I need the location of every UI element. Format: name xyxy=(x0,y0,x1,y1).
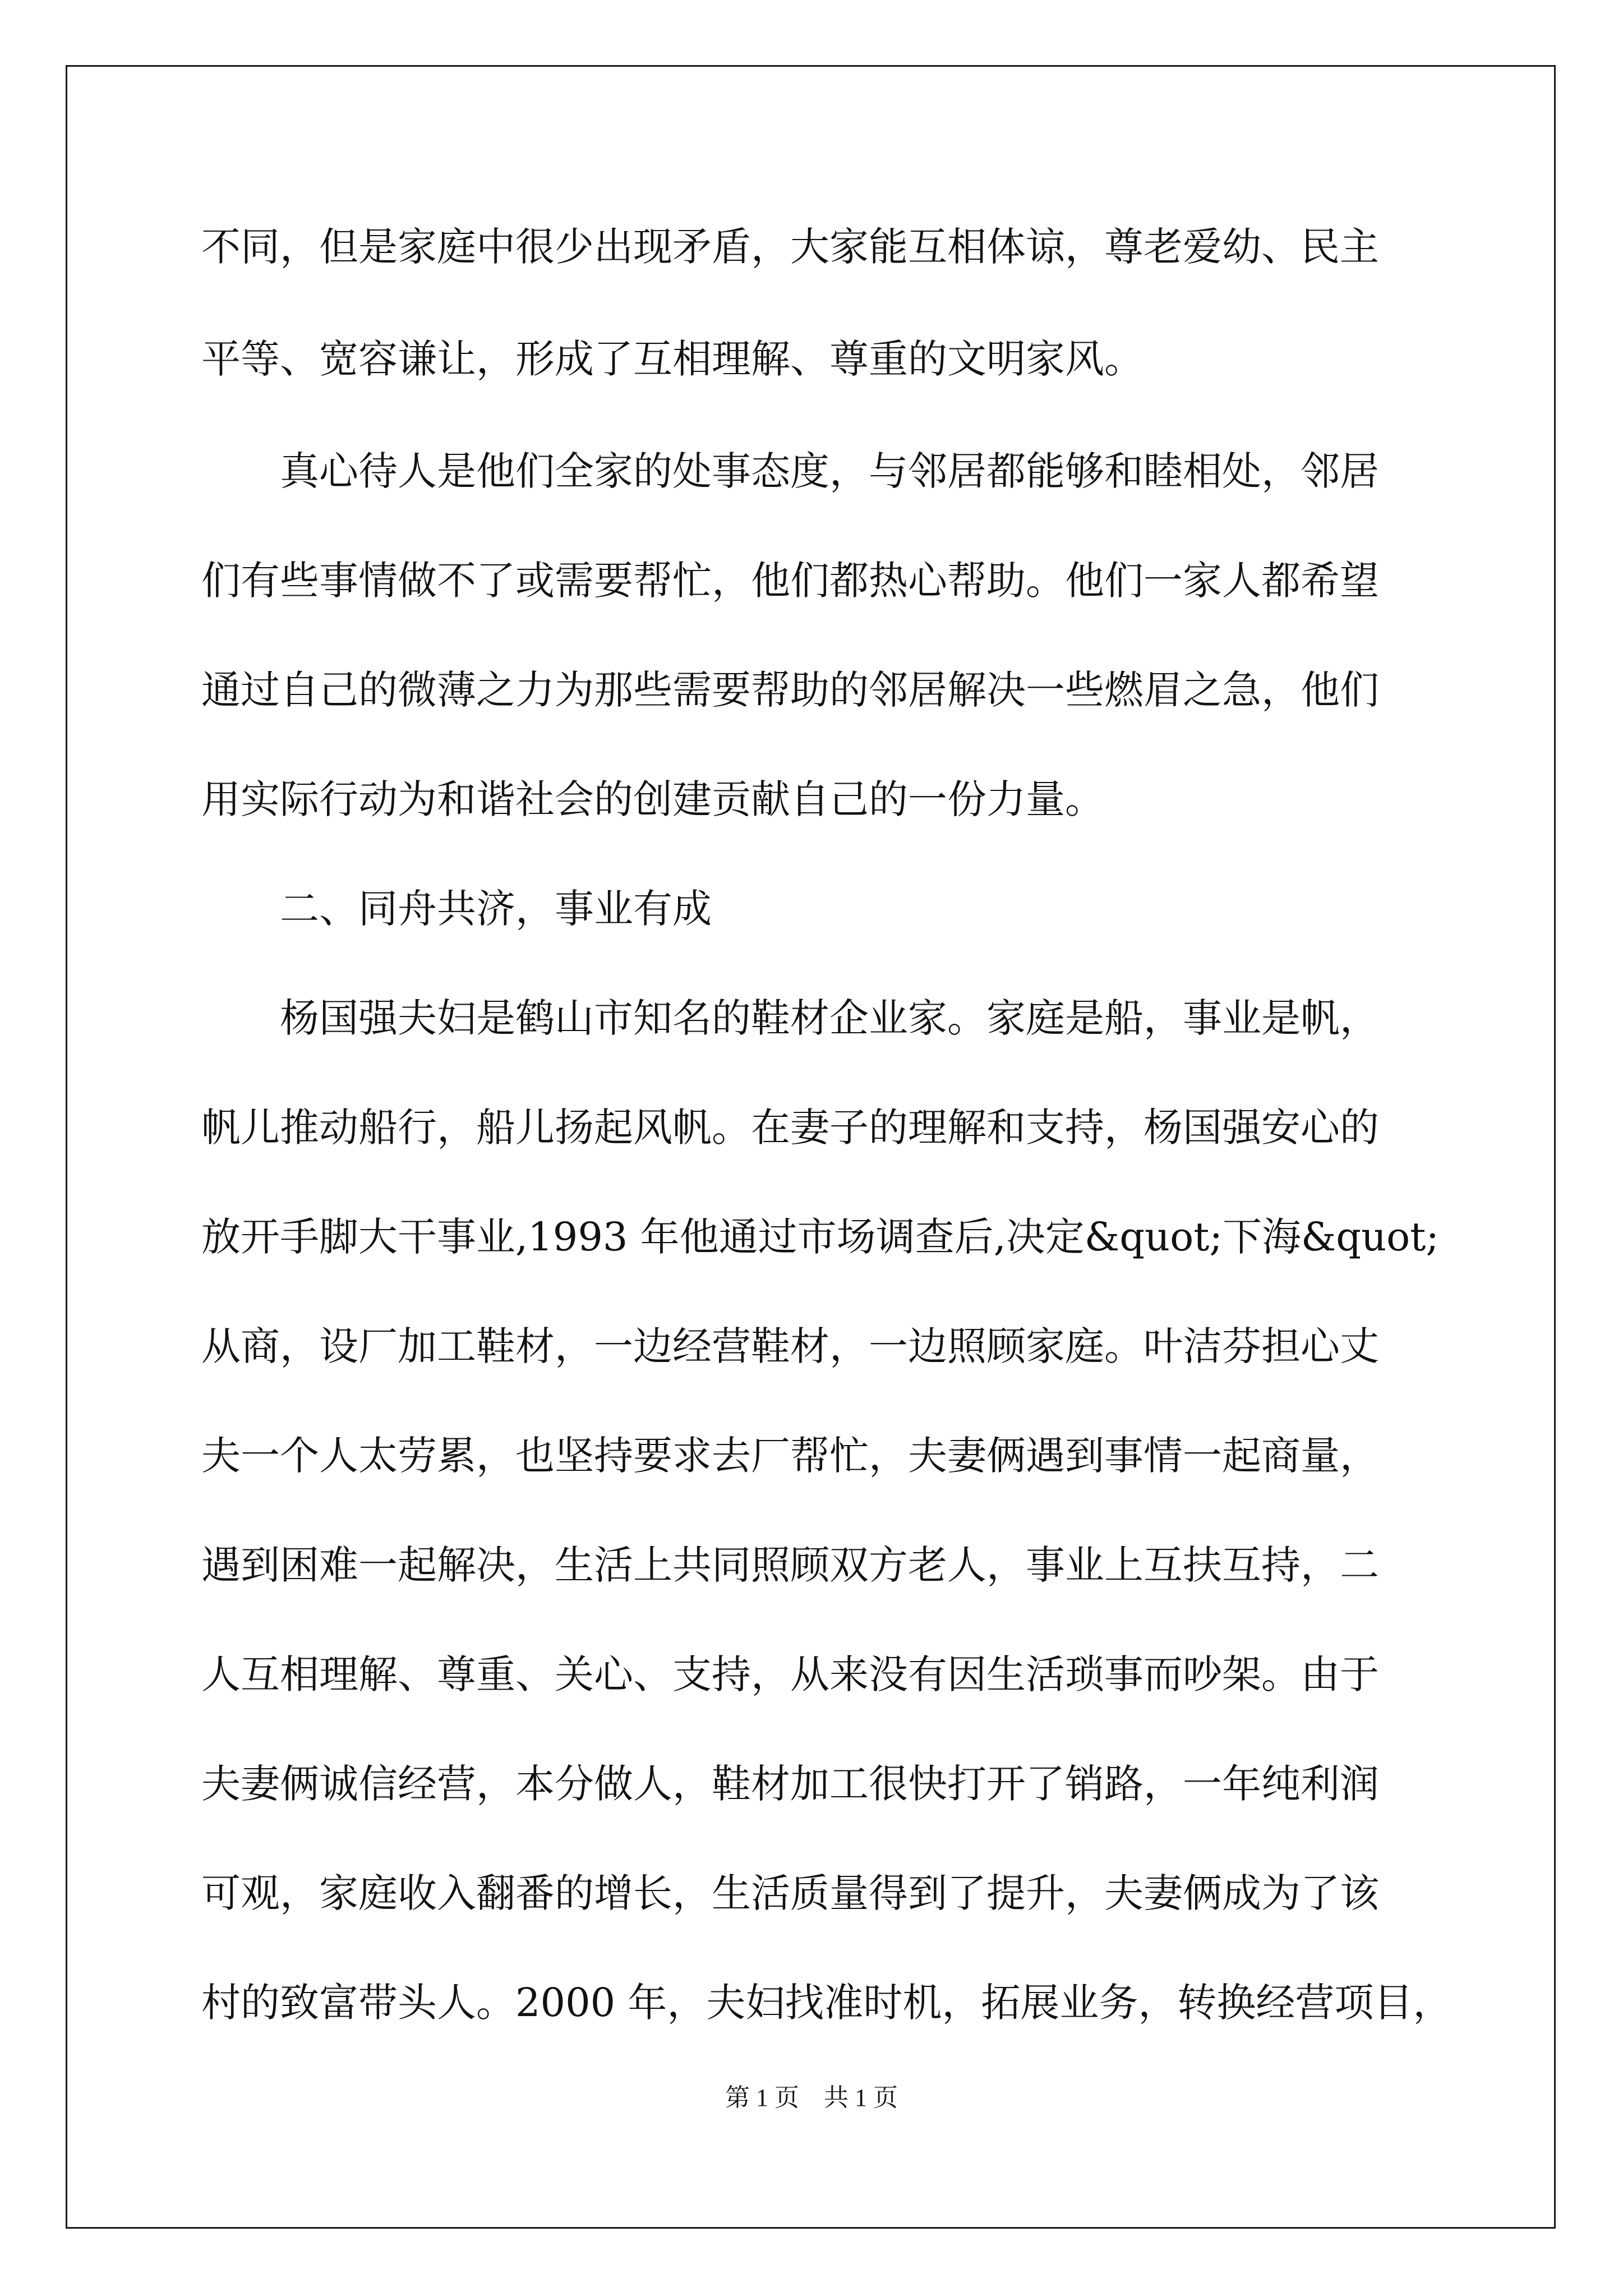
section-heading: 二、同舟共济，事业有成 xyxy=(201,886,712,932)
paragraph-line: 夫一个人太劳累，也坚持要求去厂帮忙，夫妻俩遇到事情一起商量， xyxy=(201,1433,1379,1479)
paragraph-line: 夫妻俩诚信经营，本分做人，鞋材加工很快打开了销路，一年纯利润 xyxy=(201,1761,1379,1807)
paragraph-line: 真心待人是他们全家的处事态度，与邻居都能够和睦相处，邻居 xyxy=(201,448,1379,494)
page-number-footer: 第 1 页 共 1 页 xyxy=(725,2084,898,2111)
paragraph-line: 平等、宽容谦让，形成了互相理解、尊重的文明家风。 xyxy=(201,336,1144,382)
paragraph-line: 用实际行动为和谐社会的创建贡献自己的一份力量。 xyxy=(201,776,1104,822)
paragraph-line: 从商，设厂加工鞋材，一边经营鞋材，一边照顾家庭。叶洁芬担心丈 xyxy=(201,1323,1379,1369)
paragraph-line: 遇到困难一起解决，生活上共同照顾双方老人，事业上互扶互持，二 xyxy=(201,1542,1379,1588)
paragraph-line: 通过自己的微薄之力为那些需要帮助的邻居解决一些燃眉之急，他们 xyxy=(201,667,1379,713)
paragraph-line: 可观，家庭收入翻番的增长，生活质量得到了提升，夫妻俩成为了该 xyxy=(201,1870,1379,1916)
paragraph-line: 们有些事情做不了或需要帮忙，他们都热心帮助。他们一家人都希望 xyxy=(201,558,1379,604)
paragraph-line: 不同，但是家庭中很少出现矛盾，大家能互相体谅，尊老爱幼、民主 xyxy=(201,224,1379,270)
paragraph-line: 帆儿推动船行，船儿扬起风帆。在妻子的理解和支持，杨国强安心的 xyxy=(201,1105,1379,1151)
paragraph-line: 杨国强夫妇是鹤山市知名的鞋材企业家。家庭是船，事业是帆， xyxy=(201,995,1379,1041)
paragraph-line: 放开手脚大干事业,1993 年他通过市场调查后,决定&quot;下海&quot; xyxy=(201,1214,1440,1260)
paragraph-line: 村的致富带头人。2000 年，夫妇找准时机，拓展业务，转换经营项目， xyxy=(201,1980,1453,2026)
paragraph-line: 人互相理解、尊重、关心、支持，从来没有因生活琐事而吵架。由于 xyxy=(201,1651,1379,1697)
